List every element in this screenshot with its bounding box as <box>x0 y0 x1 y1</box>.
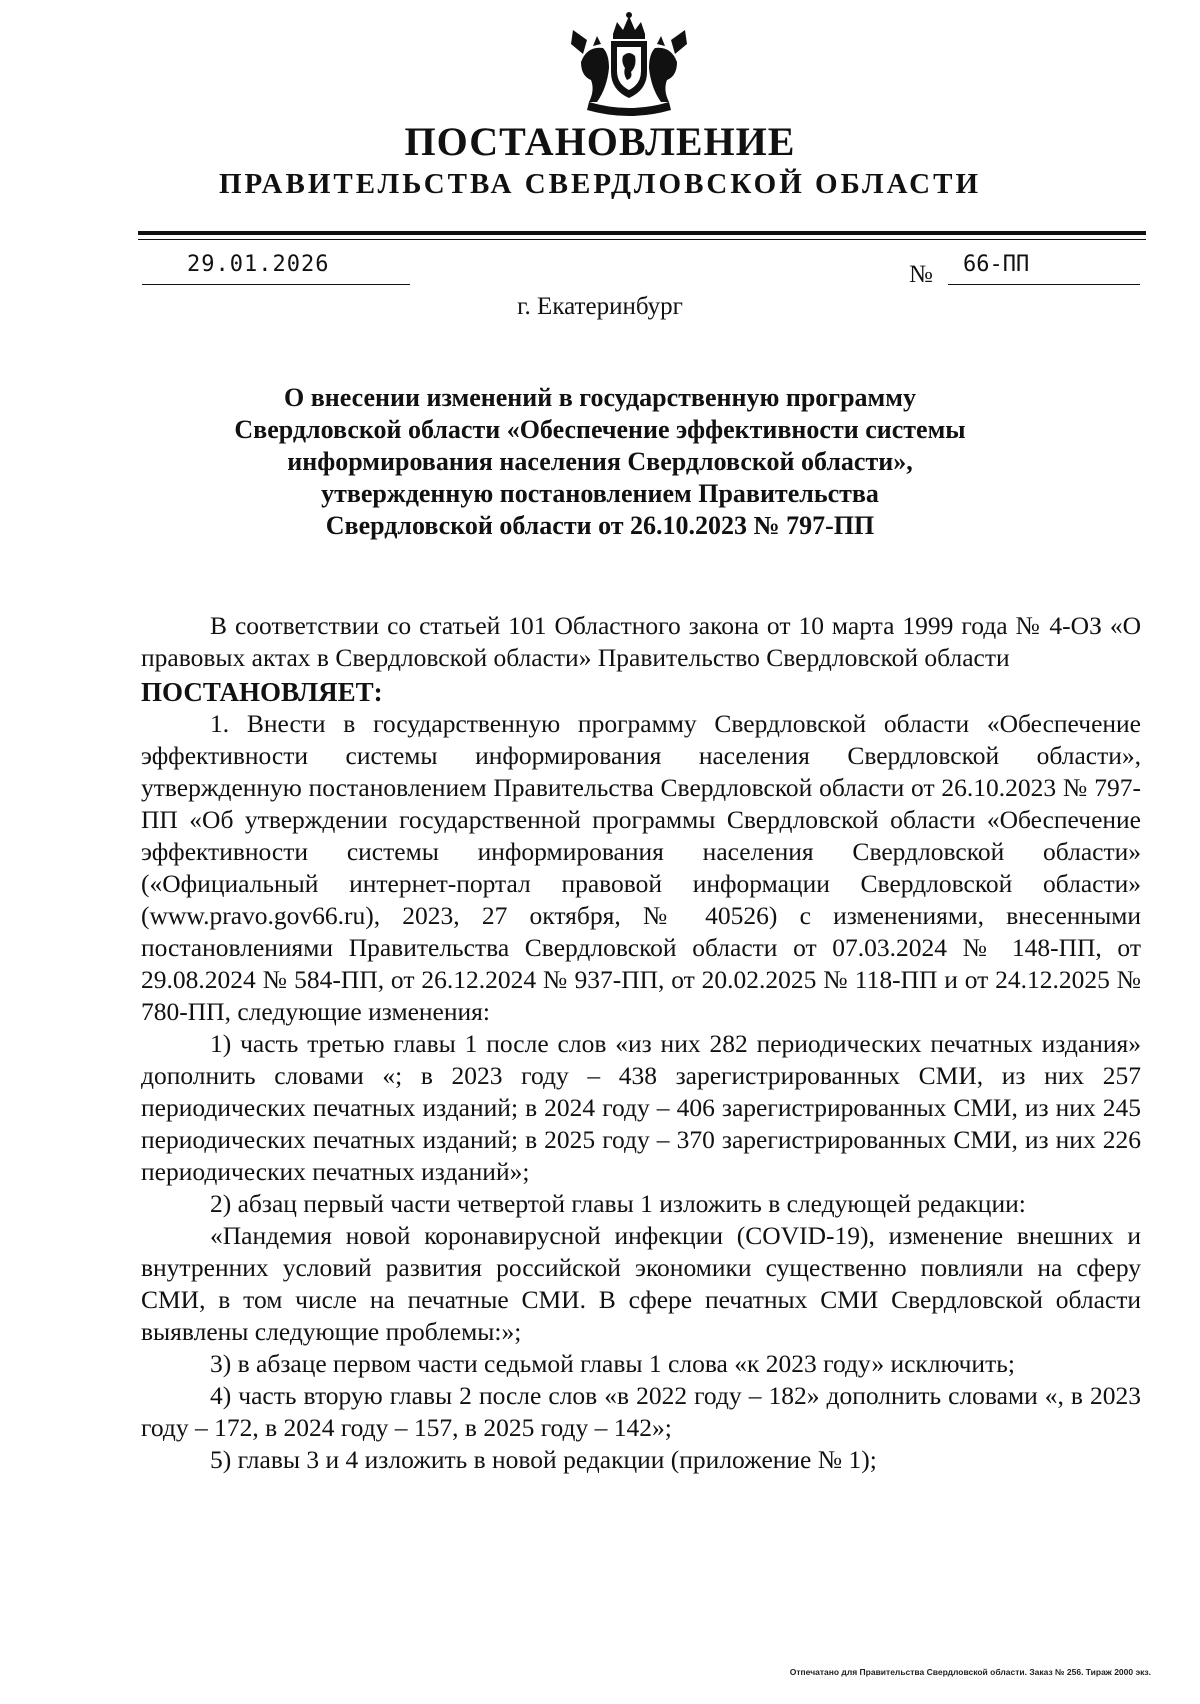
document-heading-line: Свердловской области «Обеспечение эффективности системы <box>234 415 966 444</box>
body-paragraph: 5) главы 3 и 4 изложить в новой редакции (приложение № 1); <box>210 1445 877 1474</box>
body-paragraph: 1) часть третью главы 1 после слов «из них 282 периодических печатных издания» дополнить словами «; в 2023 году – 438 зарегистрированных СМИ, из них 257 периодических печатных изданий; в 2024 году – 406 зарегистрированных СМИ, из них 245 периодических печатных изданий; в 2025 году – 370 зарегистрированных СМИ, из них 226 периодических печатных изданий»; <box>141 1029 1141 1186</box>
document-heading-line: О внесении изменений в государственную программу <box>284 383 916 412</box>
body-paragraph: «Пандемия новой коронавирусной инфекции (COVID-19), изменение внешних и внутренних условий развития российской экономики существенно повлияли на сферу СМИ, в том числе на печатные СМИ. В сфере печатных СМИ Свердловской области выявлены следующие проблемы:»; <box>141 1221 1141 1346</box>
body-paragraph: 1. Внести в государственную программу Свердловской области «Обеспечение эффективности системы информирования населения Свердловской области», утвержденную постановлением Правительства Свердловской области от 26.10.2023 № 797-ПП «Об утверждении государственной программы Свердловской области «Обеспечение эффективности системы информирования населения Свердловской области» («Официальный интернет-портал правовой информации Свердловской области» (www.pravo.gov66.ru), 2023, 27 октября, № 40526) с изменениями, внесенными постановлениями Правительства Свердловской области от 07.03.2024 № 148-ПП, от 29.08.2024 № 584-ПП, от 26.12.2024 № 937-ПП, от 20.02.2025 № 118-ПП и от 24.12.2025 № 780-ПП, следующие изменения: <box>141 709 1141 1026</box>
body-paragraph: 3) в абзаце первом части седьмой главы 1 слова «к 2023 году» исключить; <box>210 1349 1015 1378</box>
header-divider-thick <box>138 231 1146 235</box>
header-divider-thin <box>138 239 1146 240</box>
number-field <box>948 250 1140 285</box>
resolves-heading: ПОСТАНОВЛЯЕТ: <box>141 677 383 707</box>
body-paragraph: 2) абзац первый части четвертой главы 1 изложить в следующей редакции: <box>210 1189 1026 1218</box>
document-number: 66-ПП <box>963 252 1030 277</box>
document-heading-line: Свердловской области от 26.10.2023 № 797-ПП <box>325 511 875 540</box>
issue-city: г. Екатеринбург <box>517 293 683 320</box>
document-type-title: ПОСТАНОВЛЕНИЕ <box>404 119 796 164</box>
document-heading-line: утвержденную постановлением Правительства <box>321 479 879 508</box>
preamble-paragraph: В соответствии со статьей 101 Областного закона от 10 марта 1999 года № 4-ОЗ «О правовых актах в Свердловской области» Правительство Свердловской области <box>141 611 1141 672</box>
print-note: Отпечатано для Правительства Свердловской области. Заказ № 256. Тираж 2000 экз. <box>789 1667 1151 1677</box>
document-heading <box>200 382 1000 542</box>
date-field <box>142 250 410 285</box>
coat-of-arms-icon <box>567 10 691 122</box>
document-date: 29.01.2026 <box>187 252 330 277</box>
document-heading-line: информирования населения Свердловской области», <box>287 447 913 476</box>
body-paragraph: 4) часть вторую главы 2 после слов «в 2022 году – 182» дополнить словами «, в 2023 году – 172, в 2024 году – 157, в 2025 году – 142»; <box>141 1381 1141 1442</box>
number-label: № <box>909 261 933 288</box>
document-body <box>141 610 1141 1476</box>
issuing-authority: ПРАВИТЕЛЬСТВА СВЕРДЛОВСКОЙ ОБЛАСТИ <box>218 168 982 200</box>
